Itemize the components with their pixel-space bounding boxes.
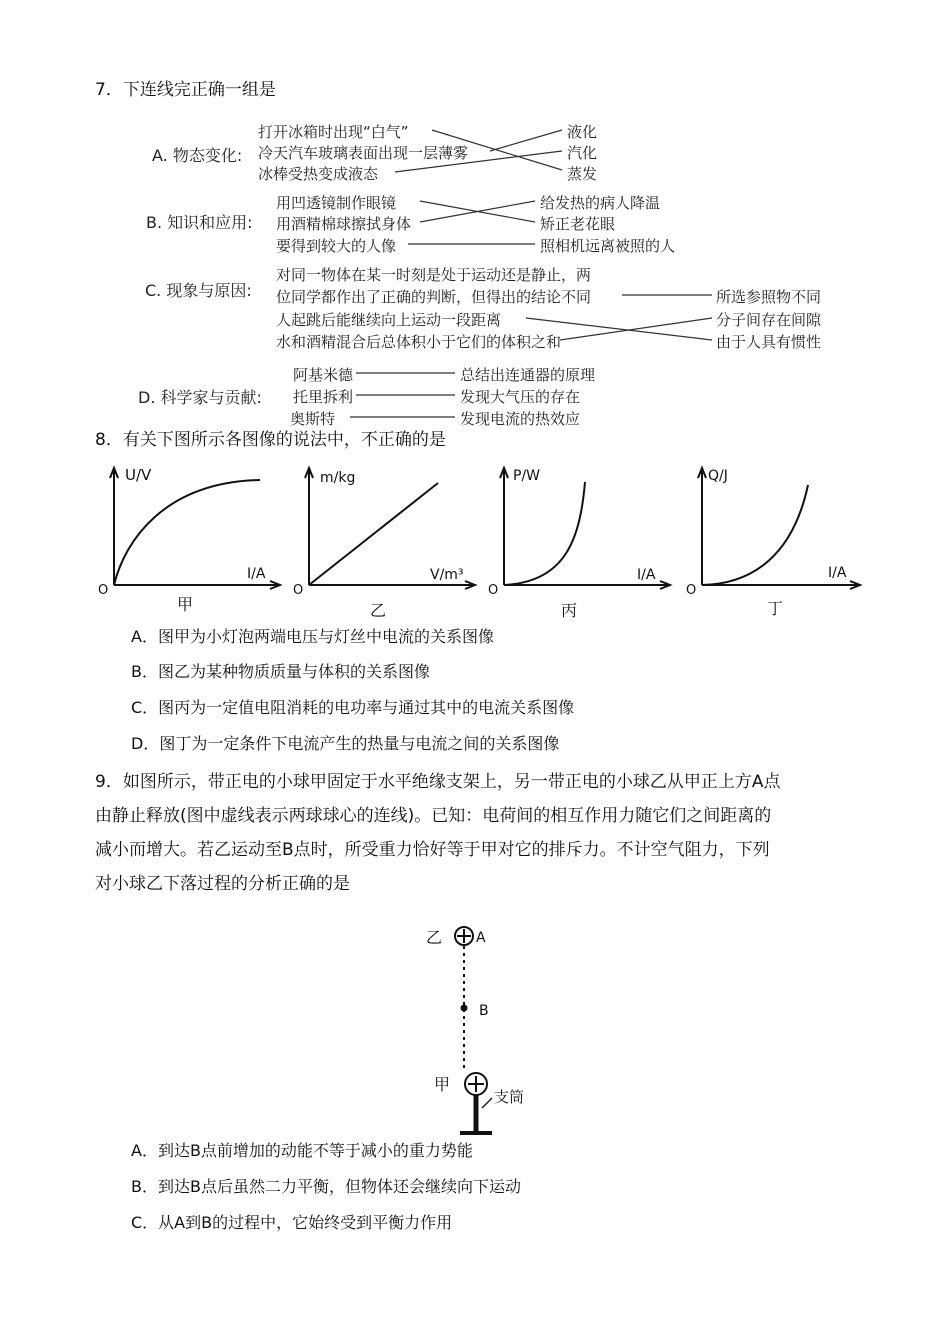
graph-origin: O — [293, 583, 304, 598]
curve — [504, 482, 585, 585]
q7-c-left-1: 对同一物体在某一时刻是处于运动还是静止，两 — [276, 266, 592, 284]
graph-yi — [290, 460, 480, 620]
q9-stem — [95, 765, 875, 901]
ball-jia-label: 甲 — [434, 1075, 451, 1094]
q7-a-right-3: 蒸发 — [567, 165, 598, 183]
q7-d-left-3: 奥斯特 — [290, 410, 336, 428]
q7-c-label: C. 现象与原因: — [145, 281, 252, 300]
q9-option-a: A．到达B点前增加的动能不等于减小的重力势能 — [131, 1141, 473, 1160]
q7-a-label: A. 物态变化: — [152, 146, 243, 165]
q8-option-a: A．图甲为小灯泡两端电压与灯丝中电流的关系图像 — [131, 627, 494, 646]
point-b — [462, 1006, 467, 1011]
q7-a-right-1: 液化 — [567, 123, 598, 141]
graph-xlabel: I/A — [247, 566, 266, 582]
q7-a-right-2: 汽化 — [567, 144, 598, 162]
q7-c-right-1: 所选参照物不同 — [716, 288, 822, 306]
graph-ylabel: Q/J — [708, 468, 728, 484]
q7-b-right-1: 给发热的病人降温 — [540, 194, 661, 212]
q9-figure — [420, 920, 580, 1140]
graph-xlabel: V/m³ — [430, 567, 464, 583]
q8-option-b: B．图乙为某种物质质量与体积的关系图像 — [131, 662, 430, 681]
q7-b-right-3: 照相机远离被照的人 — [540, 237, 676, 255]
q7-d-right-1: 总结出连通器的原理 — [460, 366, 596, 384]
q7-stem: 7．下连线完正确一组是 — [95, 80, 276, 100]
graph-caption: 甲 — [177, 595, 194, 614]
q8-option-d: D．图丁为一定条件下电流产生的热量与电流之间的关系图像 — [131, 734, 560, 753]
q9-line-1: 9．如图所示，带正电的小球甲固定于水平绝缘支架上，另一带正电的小球乙从甲正上方A点 — [95, 772, 781, 792]
q8-option-c: C．图丙为一定值电阻消耗的电功率与通过其中的电流关系图像 — [131, 698, 575, 717]
q7-b-left-2: 用酒精棉球擦拭身体 — [276, 215, 412, 233]
q9-line-3: 减小而增大。若乙运动至B点时，所受重力恰好等于甲对它的排斥力。不计空气阻力，下列 — [95, 840, 770, 860]
ball-yi-label: 乙 — [426, 928, 443, 947]
graph-origin: O — [488, 583, 499, 598]
q9-option-c: C．从A到B的过程中，它始终受到平衡力作用 — [131, 1213, 453, 1232]
q7-b-label: B. 知识和应用: — [146, 213, 253, 232]
graph-caption: 丙 — [561, 601, 578, 620]
point-b-label: B — [479, 1003, 489, 1019]
graph-xlabel: I/A — [828, 565, 847, 581]
graph-ylabel: P/W — [513, 468, 541, 484]
q7-c-left-2: 位同学都作出了正确的判断，但得出的结论不同 — [276, 288, 592, 306]
q9-line-4: 对小球乙下落过程的分析正确的是 — [95, 874, 350, 894]
q9-option-b: B．到达B点后虽然二力平衡，但物体还会继续向下运动 — [131, 1177, 521, 1196]
stand-label: 支筒 — [494, 1088, 525, 1106]
q7-a-left-3: 冰棒受热变成液态 — [258, 165, 379, 183]
q7-d-right-2: 发现大气压的存在 — [460, 388, 581, 406]
curve — [702, 485, 808, 585]
q7-b-left-3: 要得到较大的人像 — [276, 237, 397, 255]
q7-c-right-2: 分子间存在间隙 — [716, 311, 822, 329]
q7-c-left-3: 人起跳后能继续向上运动一段距离 — [276, 311, 502, 329]
graph-bing — [485, 460, 675, 620]
q7-a-left-1: 打开冰箱时出现“白气” — [258, 123, 409, 141]
graph-xlabel: I/A — [637, 567, 656, 583]
curve — [309, 483, 438, 585]
graph-ylabel: m/kg — [320, 470, 356, 486]
graph-caption: 乙 — [370, 601, 387, 620]
q7-d-label: D. 科学家与贡献: — [138, 388, 262, 407]
curve — [114, 480, 260, 585]
graph-caption: 丁 — [767, 599, 784, 618]
q7-d-right-3: 发现电流的热效应 — [460, 410, 581, 428]
q7-c-left-4: 水和酒精混合后总体积小于它们的体积之和 — [276, 333, 562, 351]
q8-stem: 8．有关下图所示各图像的说法中，不正确的是 — [95, 430, 446, 450]
graph-origin: O — [98, 583, 109, 598]
q7-a-left-2: 冷天汽车玻璃表面出现一层薄雾 — [258, 144, 469, 162]
q7-d-left-1: 阿基米德 — [293, 366, 354, 384]
graph-jia — [95, 460, 285, 620]
q7-c-right-3: 由于人具有惯性 — [716, 333, 822, 351]
graph-ding — [683, 460, 873, 620]
graph-ylabel: U/V — [125, 466, 152, 484]
q7-d-left-2: 托里拆利 — [293, 388, 354, 406]
q7-b-left-1: 用凹透镜制作眼镜 — [276, 194, 397, 212]
point-a-label: A — [476, 930, 486, 946]
q7-b-right-2: 矫正老花眼 — [540, 215, 616, 233]
graph-origin: O — [686, 583, 697, 598]
q9-line-2: 由静止释放(图中虚线表示两球球心的连线)。已知：电荷间的相互作用力随它们之间距离的 — [95, 806, 772, 826]
